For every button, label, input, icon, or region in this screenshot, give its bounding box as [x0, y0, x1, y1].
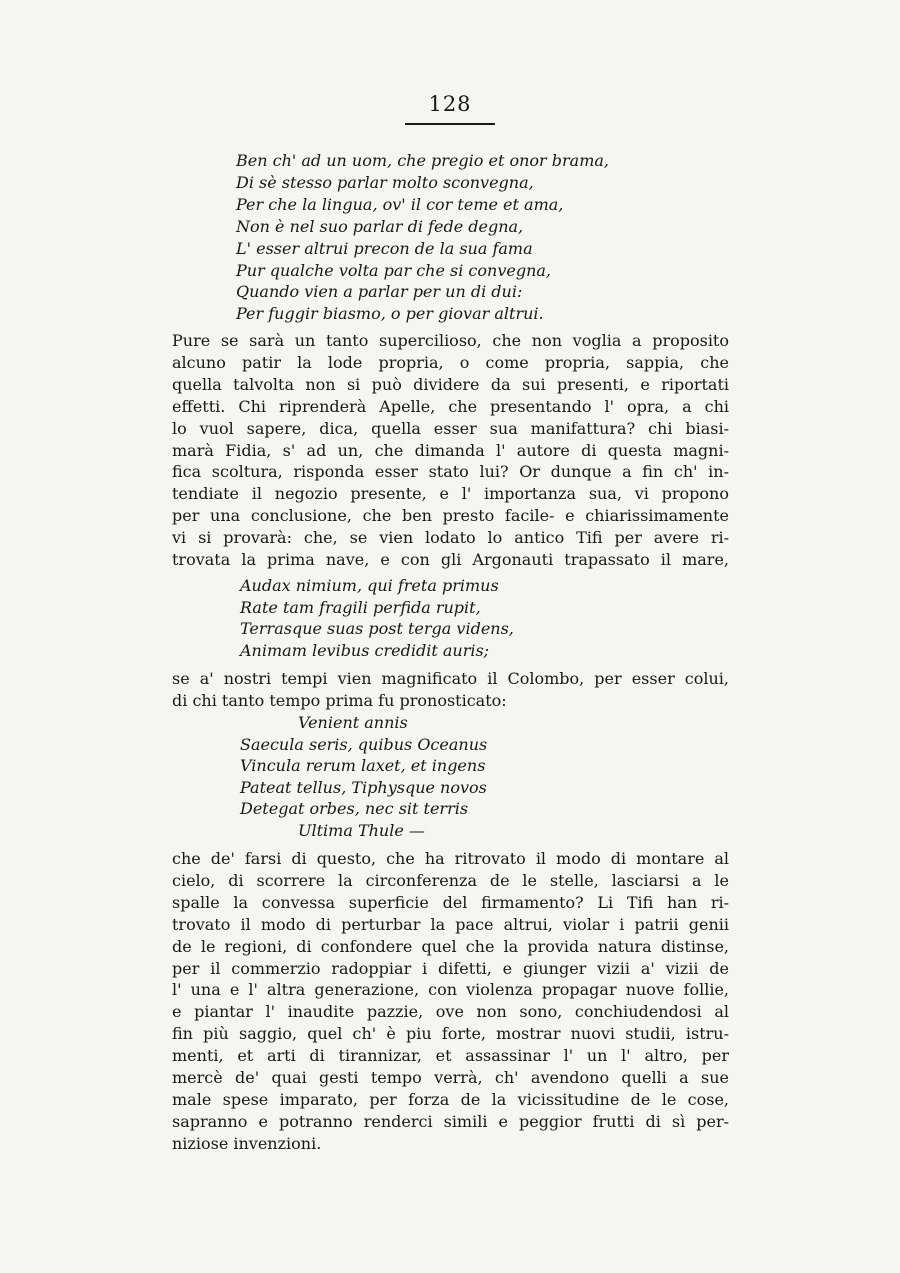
- verse-line: Detegat orbes, nec sit terris: [240, 799, 469, 819]
- page-number: 128: [428, 92, 472, 116]
- text-line: per una conclusione, che ben presto facile- e chiarissimamente: [172, 506, 729, 526]
- text-line: l' una e l' altra generazione, con violenza propagar nuove follie,: [172, 980, 729, 1000]
- text-line: fica scoltura, risponda esser stato lui? Or dunque a fin ch' in-: [172, 462, 729, 482]
- text-line: de le regioni, di confondere quel che la provida natura distinse,: [172, 936, 729, 956]
- text-line: Pure se sarà un tanto supercilioso, che non voglia a proposito: [172, 331, 729, 350]
- verse-line: Animam levibus credidit auris;: [240, 640, 490, 660]
- text-line: lo vuol sapere, dica, quella esser sua manifattura? chi biasi-: [172, 418, 729, 438]
- verse-line: Terrasque suas post terga videns,: [240, 619, 514, 639]
- verse-line: Pateat tellus, Tiphysque novos: [240, 777, 487, 797]
- text-line: quella talvolta non si può dividere da sui presenti, e riportati: [172, 374, 729, 394]
- text-line: per il commerzio radoppiar i difetti, e giunger vizii a' vizii de: [172, 958, 729, 978]
- verse-line: Vincula rerum laxet, et ingens: [240, 756, 486, 776]
- verse-line: Saecula seris, quibus Oceanus: [240, 734, 488, 754]
- text-line: niziose invenzioni.: [172, 1133, 322, 1153]
- text-line: sapranno e potranno renderci simili e peggior frutti di sì per-: [172, 1111, 729, 1131]
- text-line: menti, et arti di tirannizar, et assassinar l' un l' altro, per: [172, 1046, 729, 1066]
- verse-line: Per che la lingua, ov' il cor teme et ama,: [236, 194, 564, 214]
- text-line: marà Fidia, s' ad un, che dimanda l' autore di questa magni-: [172, 440, 729, 460]
- verse-line: Non è nel suo parlar di fede degna,: [236, 216, 524, 236]
- text-line: effetti. Chi riprenderà Apelle, che presentando l' opra, a chi: [172, 396, 729, 416]
- verse-line: L' esser altrui precon de la sua fama: [236, 238, 533, 258]
- latin-verse: [240, 712, 487, 842]
- text-line: vi si provarà: che, se vien lodato lo antico Tifi per avere ri-: [172, 528, 729, 548]
- text-line: trovato il modo di perturbar la pace altrui, violar i patrii genii: [172, 914, 729, 934]
- text-line: trovata la prima nave, e con gli Argonauti trapassato il mare,: [172, 550, 729, 570]
- latin-verse: [240, 575, 514, 661]
- text-line: cielo, di scorrere la circonferenza de le stelle, lasciarsi a le: [172, 870, 729, 890]
- verse-line: Pur qualche volta par che si convegna,: [236, 260, 551, 280]
- verse-line: Ben ch' ad un uom, che pregio et onor brama,: [236, 151, 609, 170]
- text-line: che de' farsi di questo, che ha ritrovato il modo di montare al: [172, 849, 729, 868]
- text-line: e piantar l' inaudite pazzie, ove non sono, conchiudendosi al: [172, 1002, 729, 1022]
- text-line: fin più saggio, quel ch' è piu forte, mostrar nuovi studii, istru-: [172, 1024, 729, 1044]
- verse-line: Rate tam fragili perfida rupit,: [240, 597, 481, 617]
- prose-paragraph: [172, 330, 729, 571]
- text-line: di chi tanto tempo prima fu pronosticato:: [172, 690, 507, 710]
- verse-line: Venient annis: [298, 713, 408, 732]
- prose-paragraph: [172, 848, 729, 1155]
- text-line: spalle la convessa superficie del firmamento? Li Tifi han ri-: [172, 892, 729, 912]
- verse-stanza: [236, 150, 609, 325]
- text-line: mercè de' quai gesti tempo verrà, ch' avendono quelli a sue: [172, 1068, 729, 1088]
- header-rule: [405, 123, 495, 125]
- verse-line: Quando vien a parlar per un di dui:: [236, 282, 523, 302]
- text-line: se a' nostri tempi vien magnificato il Colombo, per esser colui,: [172, 669, 729, 688]
- verse-line: Per fuggir biasmo, o per giovar altrui.: [236, 304, 544, 324]
- verse-line: Di sè stesso parlar molto sconvegna,: [236, 172, 534, 192]
- prose-paragraph: [172, 668, 729, 712]
- verse-line: Ultima Thule —: [298, 820, 425, 840]
- text-line: alcuno patir la lode propria, o come propria, sappia, che: [172, 352, 729, 372]
- verse-line: Audax nimium, qui freta primus: [240, 576, 499, 595]
- text-line: tendiate il negozio presente, e l' importanza sua, vi propono: [172, 484, 729, 504]
- text-line: male spese imparato, per forza de la vicissitudine de le cose,: [172, 1089, 729, 1109]
